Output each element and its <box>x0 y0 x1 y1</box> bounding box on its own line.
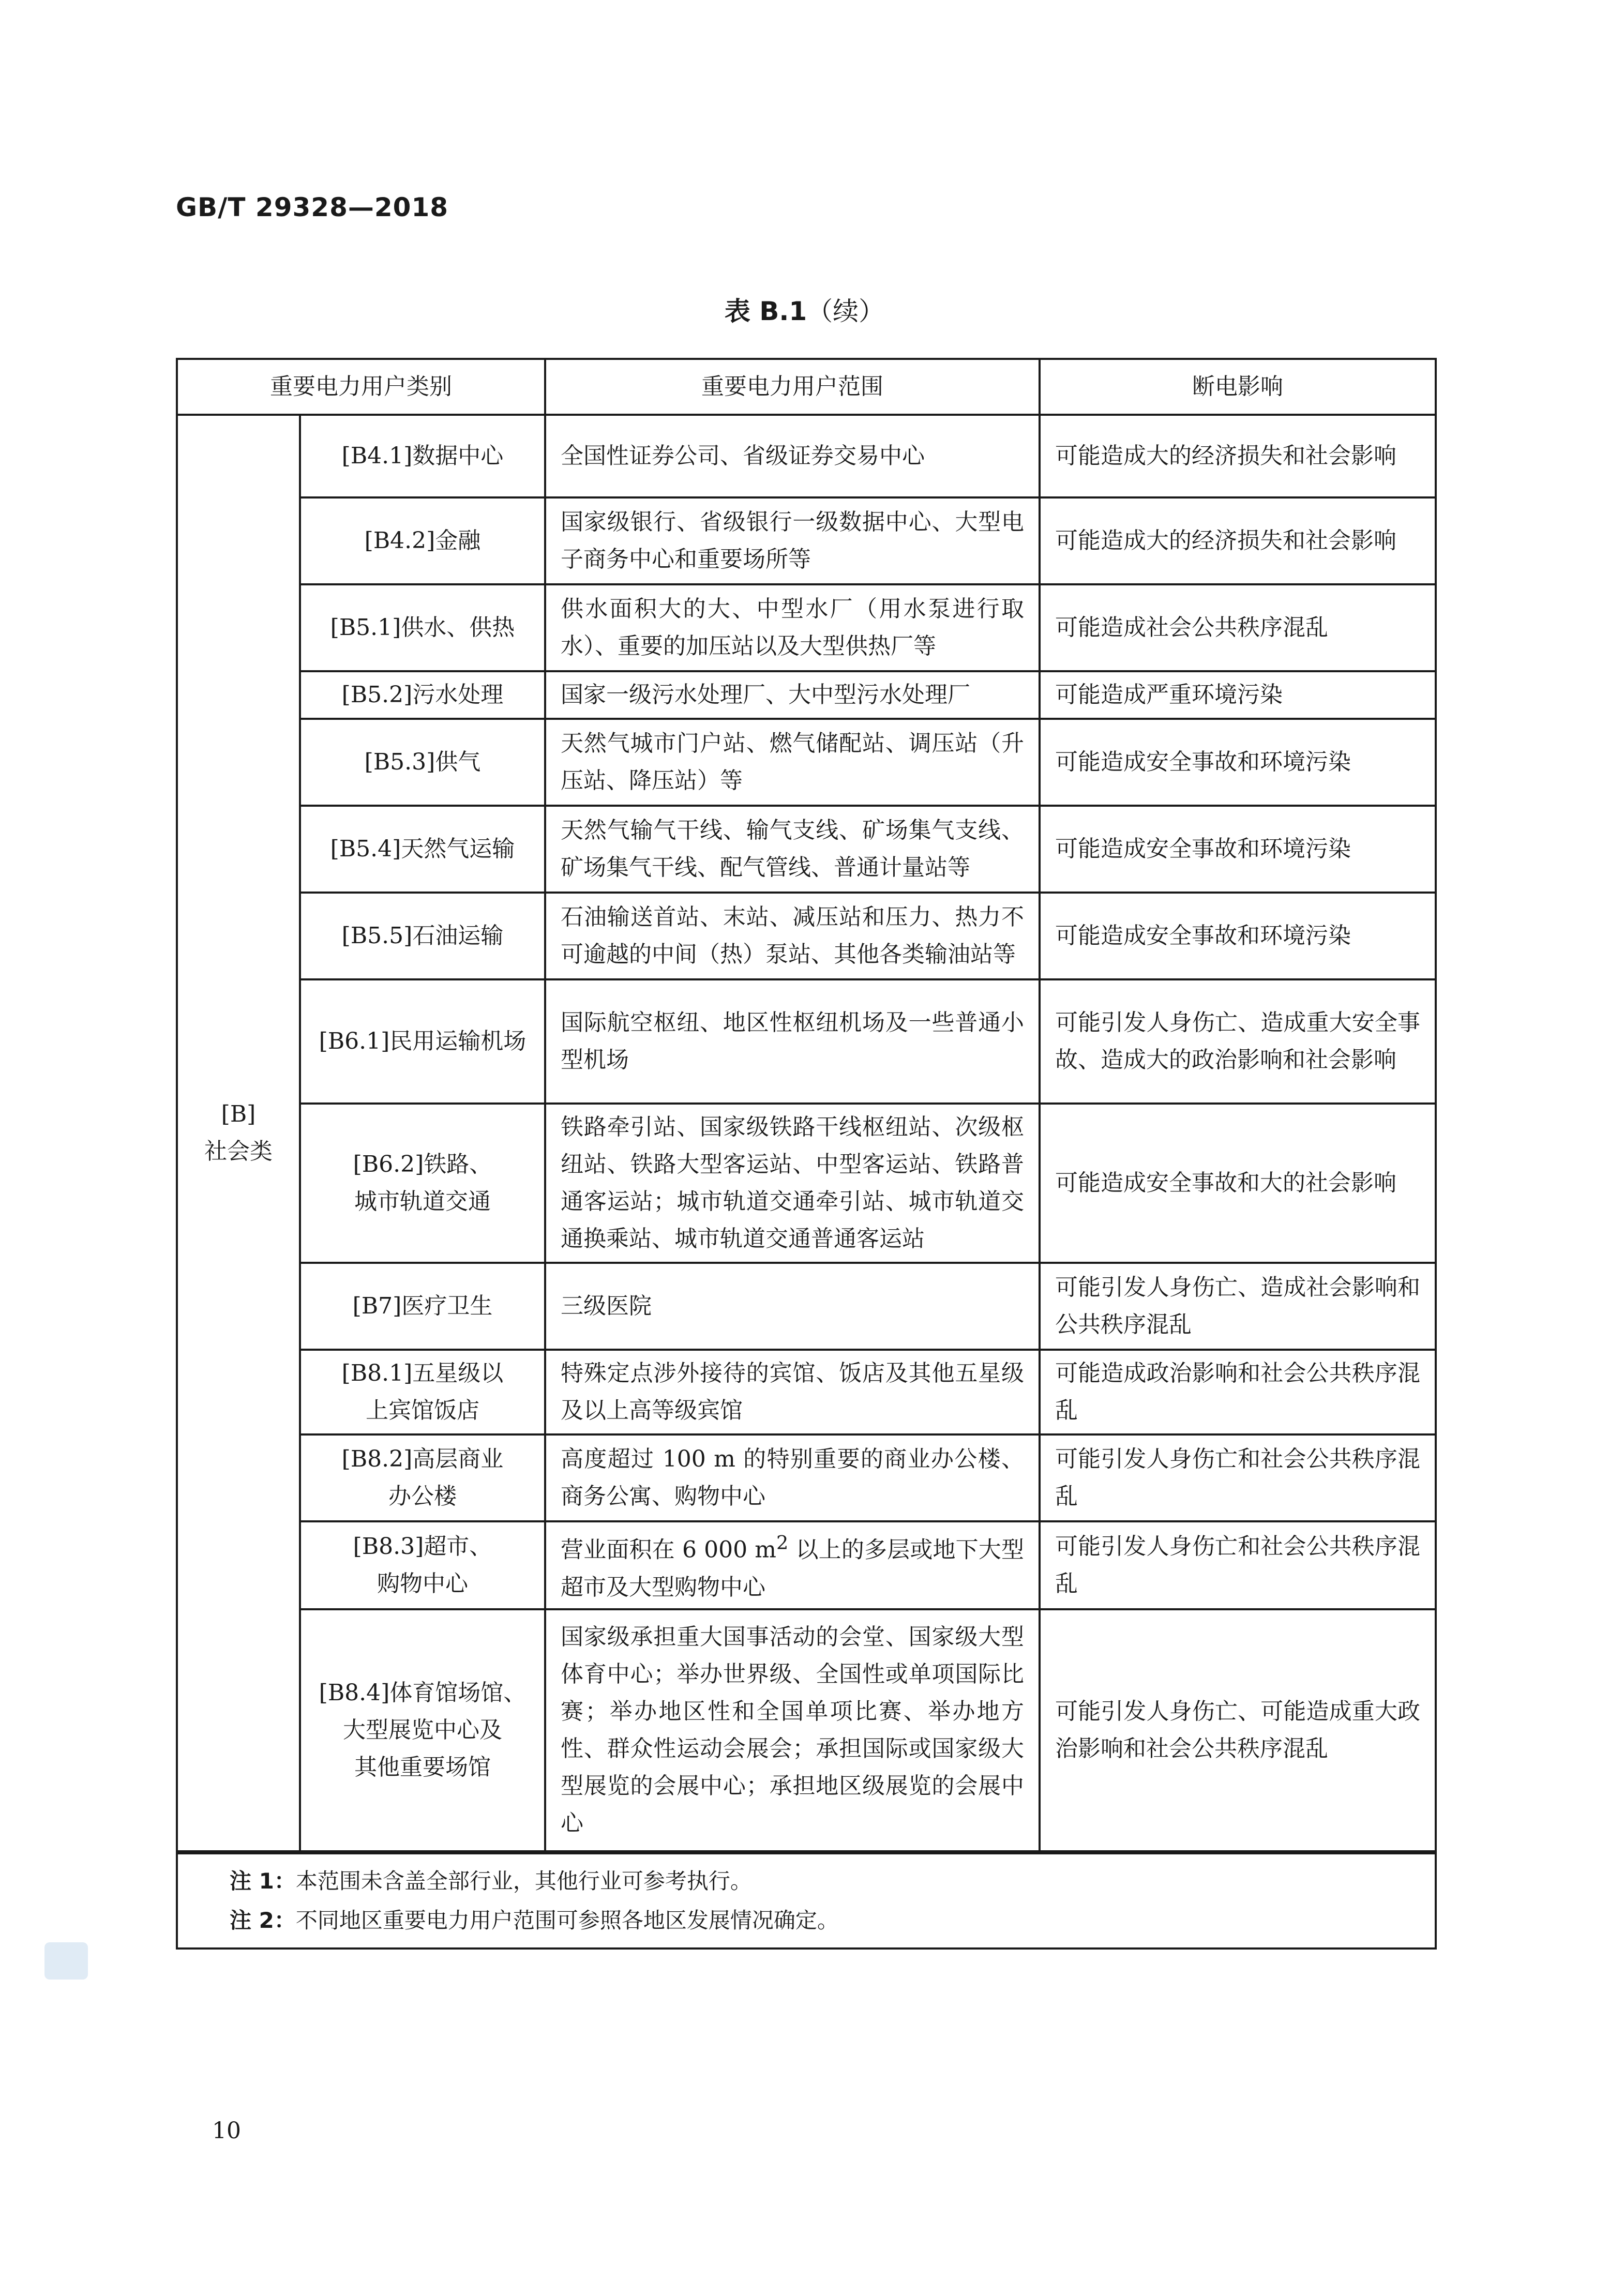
scope-cell: 全国性证券公司、省级证券交易中心 <box>545 415 1040 497</box>
standard-code: GB/T 29328—2018 <box>176 192 449 222</box>
impact-cell: 可能引发人身伤亡、造成重大安全事故、造成大的政治影响和社会影响 <box>1040 979 1436 1104</box>
impact-cell: 可能造成政治影响和社会公共秩序混乱 <box>1040 1350 1436 1434</box>
scope-cell: 特殊定点涉外接待的宾馆、饭店及其他五星级及以上高等级宾馆 <box>545 1350 1040 1434</box>
impact-cell: 可能造成安全事故和大的社会影响 <box>1040 1104 1436 1263</box>
subcategory-cell <box>300 1609 545 1852</box>
subcategory-cell <box>300 893 545 979</box>
subcategory-line: 办公楼 <box>388 1483 457 1509</box>
column-header-scope: 重要电力用户范围 <box>545 359 1040 415</box>
table-row <box>177 1104 1436 1263</box>
scope-cell: 天然气城市门户站、燃气储配站、调压站（升压站、降压站）等 <box>545 719 1040 806</box>
scope-text: 营业面积在 6 000 m <box>561 1536 776 1563</box>
table-row <box>177 1521 1436 1609</box>
subcategory-cell <box>300 1104 545 1263</box>
impact-cell: 可能引发人身伤亡、可能造成重大政治影响和社会公共秩序混乱 <box>1040 1609 1436 1852</box>
table-row <box>177 415 1436 497</box>
notes-cell <box>177 1852 1436 1948</box>
table-row <box>177 497 1436 584</box>
table-row <box>177 806 1436 893</box>
subcategory-line: [B4.2]金融 <box>364 527 481 554</box>
note-text: 本范围未含盖全部行业，其他行业可参考执行。 <box>295 1868 752 1894</box>
scope-cell: 国家一级污水处理厂、大中型污水处理厂 <box>545 671 1040 719</box>
impact-cell: 可能造成大的经济损失和社会影响 <box>1040 415 1436 497</box>
table-title <box>0 291 1609 328</box>
superscript-2: 2 <box>776 1532 789 1554</box>
subcategory-line: [B8.2]高层商业 <box>341 1446 504 1472</box>
column-header-impact: 断电影响 <box>1040 359 1436 415</box>
subcategory-line: 大型展览中心及 <box>343 1716 502 1743</box>
subcategory-cell <box>300 584 545 671</box>
table-row <box>177 584 1436 671</box>
note-label: 注 1： <box>230 1868 296 1894</box>
table-header-row <box>177 359 1436 415</box>
table-row <box>177 671 1436 719</box>
subcategory-line: [B8.4]体育馆场馆、 <box>319 1679 527 1706</box>
subcategory-cell <box>300 1434 545 1521</box>
stamp-mark <box>44 1942 88 1980</box>
subcategory-line: 其他重要场馆 <box>354 1754 491 1780</box>
impact-cell: 可能造成安全事故和环境污染 <box>1040 806 1436 893</box>
subcategory-line: [B5.1]供水、供热 <box>330 614 515 641</box>
subcategory-cell <box>300 497 545 584</box>
subcategory-line: [B5.4]天然气运输 <box>330 836 515 862</box>
impact-cell: 可能造成严重环境污染 <box>1040 671 1436 719</box>
subcategory-line: [B8.1]五星级以 <box>341 1360 504 1386</box>
subcategory-cell <box>300 719 545 806</box>
scope-cell: 三级医院 <box>545 1263 1040 1350</box>
impact-cell: 可能造成安全事故和环境污染 <box>1040 893 1436 979</box>
impact-cell: 可能造成大的经济损失和社会影响 <box>1040 497 1436 584</box>
table-row <box>177 1609 1436 1852</box>
subcategory-line: [B5.3]供气 <box>364 749 481 775</box>
scope-text: 以上的多层或地下大型超市及大型购物中心 <box>561 1536 1024 1600</box>
subcategory-cell <box>300 806 545 893</box>
impact-cell: 可能造成安全事故和环境污染 <box>1040 719 1436 806</box>
subcategory-cell <box>300 979 545 1104</box>
category-name: 社会类 <box>204 1138 273 1165</box>
subcategory-line: 上宾馆饭店 <box>366 1397 479 1424</box>
subcategory-line: [B8.3]超市、 <box>353 1533 492 1560</box>
impact-cell: 可能引发人身伤亡、造成社会影响和公共秩序混乱 <box>1040 1263 1436 1350</box>
page-number: 10 <box>212 2118 241 2144</box>
table-row <box>177 1263 1436 1350</box>
table-title-label: 表 B.1 <box>724 296 807 326</box>
scope-cell: 铁路牵引站、国家级铁路干线枢纽站、次级枢纽站、铁路大型客运站、中型客运站、铁路普通客运站；城市轨道交通牵引站、城市轨道交通换乘站、城市轨道交通普通客运站 <box>545 1104 1040 1263</box>
scope-cell: 国际航空枢纽、地区性枢纽机场及一些普通小型机场 <box>545 979 1040 1104</box>
category-cell <box>177 415 300 1852</box>
subcategory-cell <box>300 1263 545 1350</box>
category-code: [B] <box>221 1100 256 1127</box>
subcategory-line: [B6.2]铁路、 <box>353 1151 492 1177</box>
column-header-category: 重要电力用户类别 <box>177 359 545 415</box>
note-label: 注 2： <box>230 1907 296 1933</box>
impact-cell: 可能引发人身伤亡和社会公共秩序混乱 <box>1040 1521 1436 1609</box>
subcategory-cell <box>300 1350 545 1434</box>
power-user-table <box>176 358 1437 1950</box>
subcategory-line: 购物中心 <box>377 1570 468 1597</box>
subcategory-cell <box>300 1521 545 1609</box>
table-row <box>177 1350 1436 1434</box>
subcategory-cell <box>300 415 545 497</box>
table-row <box>177 1434 1436 1521</box>
scope-cell: 国家级承担重大国事活动的会堂、国家级大型体育中心；举办世界级、全国性或单项国际比赛；举办地区性和全国单项比赛、举办地方性、群众性运动会展会；承担国际或国家级大型展览的会展中心；承担地区级展览的会展中心 <box>545 1609 1040 1852</box>
scope-cell: 供水面积大的大、中型水厂（用水泵进行取水）、重要的加压站以及大型供热厂等 <box>545 584 1040 671</box>
note-text: 不同地区重要电力用户范围可参照各地区发展情况确定。 <box>295 1907 839 1933</box>
scope-cell: 国家级银行、省级银行一级数据中心、大型电子商务中心和重要场所等 <box>545 497 1040 584</box>
notes-row <box>177 1852 1436 1948</box>
scope-cell: 天然气输气干线、输气支线、矿场集气支线、矿场集气干线、配气管线、普通计量站等 <box>545 806 1040 893</box>
subcategory-line: [B7]医疗卫生 <box>352 1293 493 1319</box>
scope-cell: 高度超过 100 m 的特别重要的商业办公楼、商务公寓、购物中心 <box>545 1434 1040 1521</box>
note-2 <box>230 1901 1383 1940</box>
note-1 <box>230 1862 1383 1901</box>
subcategory-line: 城市轨道交通 <box>354 1188 491 1215</box>
subcategory-line: [B6.1]民用运输机场 <box>319 1028 527 1054</box>
scope-cell: 石油输送首站、末站、减压站和压力、热力不可逾越的中间（热）泵站、其他各类输油站等 <box>545 893 1040 979</box>
impact-cell: 可能引发人身伤亡和社会公共秩序混乱 <box>1040 1434 1436 1521</box>
table-title-suffix: （续） <box>807 296 885 326</box>
subcategory-line: [B4.1]数据中心 <box>341 443 504 469</box>
subcategory-cell <box>300 671 545 719</box>
impact-cell: 可能造成社会公共秩序混乱 <box>1040 584 1436 671</box>
table-row <box>177 979 1436 1104</box>
scope-cell <box>545 1521 1040 1609</box>
subcategory-line: [B5.5]石油运输 <box>341 923 504 949</box>
table-row <box>177 893 1436 979</box>
table-row <box>177 719 1436 806</box>
subcategory-line: [B5.2]污水处理 <box>341 682 504 708</box>
